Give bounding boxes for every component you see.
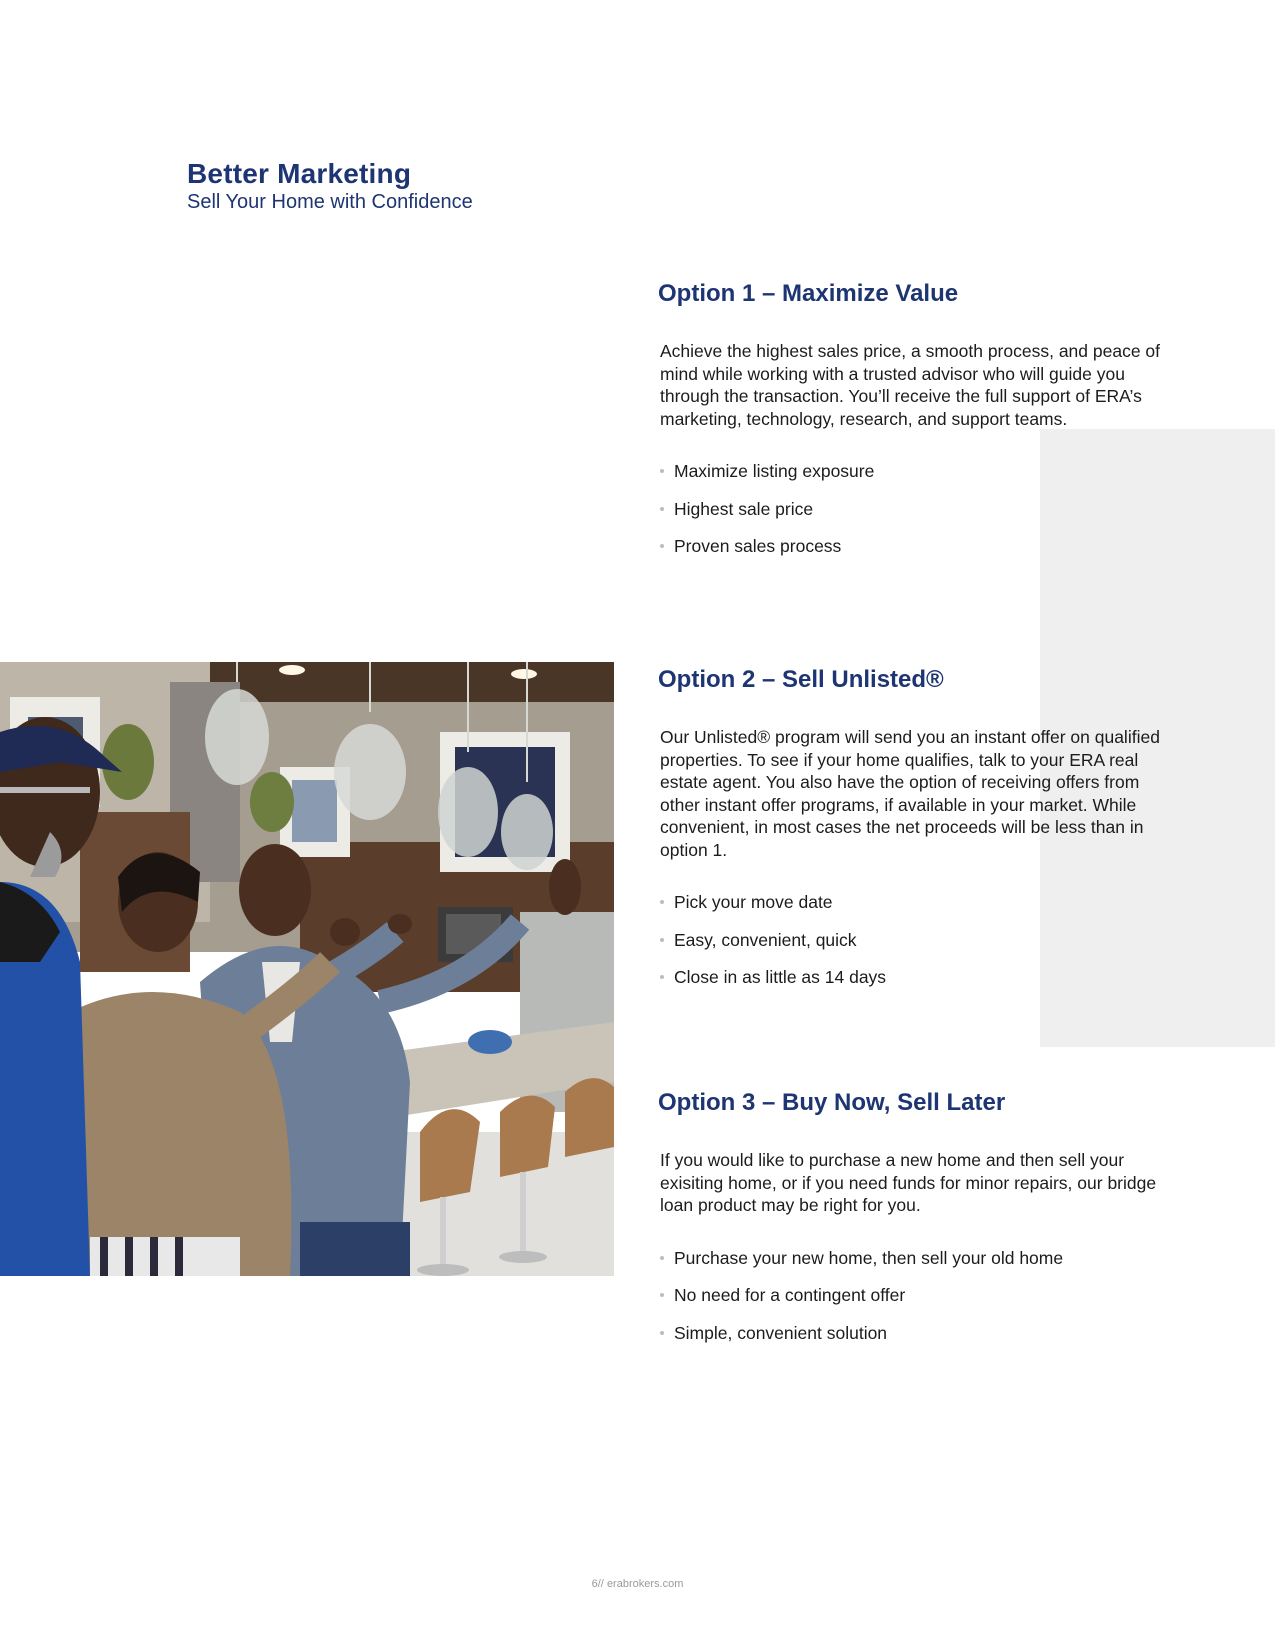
page-header [187,158,473,214]
option-2-bullets [660,891,1178,988]
bullet-icon [660,1331,664,1335]
bullet-icon [660,469,664,473]
list-item [660,1247,1178,1269]
bullet-icon [660,938,664,942]
page-number: 6 [591,1578,598,1590]
list-item [660,498,1178,520]
page-title: Better Marketing [187,158,412,189]
list-item [660,891,1178,913]
bullet-text: Easy, convenient, quick [674,929,857,950]
option-1-title: Option 1 – Maximize Value [658,280,959,307]
page-footer [0,1578,1275,1590]
bullet-icon [660,507,664,511]
bullet-text: Pick your move date [674,892,833,912]
bullet-text: Highest sale price [674,498,814,519]
option-3-bullets [660,1247,1178,1344]
list-item [660,460,1178,482]
footer-separator: // [597,1578,604,1590]
bullet-icon [660,975,664,979]
option-3-title: Option 3 – Buy Now, Sell Later [658,1089,1006,1116]
option-2-description: Our Unlisted® program will send you an instant offer on qualified properties. To see if your home qualifies, talk to your ERA real estate agent. You also have the option of receiving offers from other instant offer programs, if available in your market. While convenient, in most cases the net proceeds will be less than in option 1. [660,727,1160,860]
bullet-icon [660,900,664,904]
list-item [660,1284,1178,1306]
bullet-text: No need for a contingent offer [674,1285,906,1305]
bullet-icon [660,1293,664,1297]
option-3 [658,1087,1178,1359]
bullet-icon [660,1256,664,1260]
kitchen-photo [0,662,614,1276]
option-1-description: Achieve the highest sales price, a smooth process, and peace of mind while working with a trusted advisor who will guide you through the transaction. You’ll receive the full support of ERA’s marketing, technology, research, and support teams. [660,341,1161,429]
option-2-title: Option 2 – Sell Unlisted® [658,666,944,693]
list-item [660,1322,1178,1344]
list-item [660,929,1178,951]
list-item [660,966,1178,988]
option-3-description: If you would like to purchase a new home and then sell your exisiting home, or if you need funds for minor repairs, our bridge loan product may be right for you. [660,1150,1157,1215]
footer-site-link[interactable]: erabrokers.com [606,1578,684,1590]
bullet-icon [660,544,664,548]
option-1-bullets [660,460,1178,557]
bullet-text: Simple, convenient solution [674,1322,888,1343]
page-subtitle: Sell Your Home with Confidence [187,191,473,213]
bullet-text: Close in as little as 14 days [674,967,887,987]
list-item [660,535,1178,557]
option-1 [658,278,1178,573]
bullet-text: Purchase your new home, then sell your old home [674,1247,1064,1268]
option-2 [658,664,1178,1004]
bullet-text: Maximize listing exposure [674,461,875,481]
bullet-text: Proven sales process [674,536,842,556]
